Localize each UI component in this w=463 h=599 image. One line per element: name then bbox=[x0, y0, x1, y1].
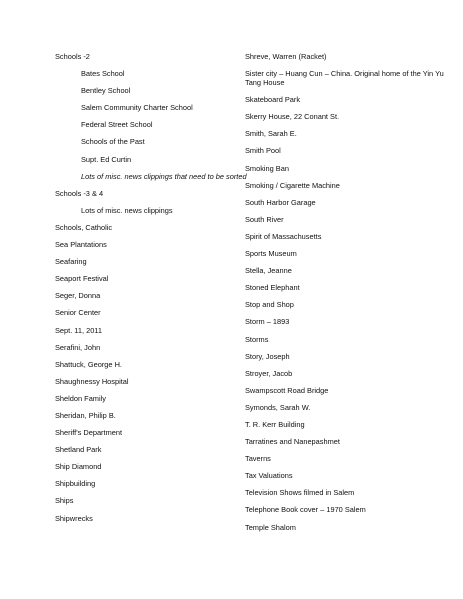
index-entry: Storm – 1893 bbox=[245, 317, 290, 327]
index-entry: Shaughnessy Hospital bbox=[55, 376, 129, 386]
index-entry: T. R. Kerr Building bbox=[245, 419, 305, 429]
index-entry: Sheriff's Department bbox=[55, 428, 122, 438]
index-entry: Sheridan, Philip B. bbox=[55, 410, 116, 420]
index-entry: Federal Street School bbox=[81, 120, 153, 130]
index-entry: Story, Joseph bbox=[245, 351, 290, 361]
index-entry: Supt. Ed Curtin bbox=[81, 154, 132, 164]
index-column-right bbox=[245, 52, 450, 540]
index-entry: Sea Plantations bbox=[55, 240, 107, 250]
index-entry: Telephone Book cover – 1970 Salem bbox=[245, 505, 366, 515]
index-entry: Stoned Elephant bbox=[245, 283, 300, 293]
index-entry: Ship Diamond bbox=[55, 462, 102, 472]
index-entry: Stop and Shop bbox=[245, 300, 294, 310]
index-entry: Skateboard Park bbox=[245, 95, 301, 105]
index-entry: Senior Center bbox=[55, 308, 101, 318]
index-entry: South Harbor Garage bbox=[245, 197, 316, 207]
index-entry: Temple Shalom bbox=[245, 522, 296, 532]
index-entry: Sheldon Family bbox=[55, 393, 106, 403]
index-entry: Smith Pool bbox=[245, 146, 281, 156]
index-entry: Seafaring bbox=[55, 257, 87, 267]
index-entry: Schools of the Past bbox=[81, 137, 145, 147]
index-entry: Smoking Ban bbox=[245, 163, 289, 173]
index-entry: Schools -3 & 4 bbox=[55, 188, 104, 198]
index-entry: Storms bbox=[245, 334, 269, 344]
index-column-left bbox=[55, 52, 255, 531]
index-entry: Stroyer, Jacob bbox=[245, 368, 293, 378]
index-entry: Salem Community Charter School bbox=[81, 103, 193, 113]
index-entry: Tax Valuations bbox=[245, 471, 293, 481]
index-entry: Sports Museum bbox=[245, 249, 297, 259]
index-entry: Shipwrecks bbox=[55, 513, 93, 523]
index-entry: Symonds, Sarah W. bbox=[245, 402, 311, 412]
index-entry: Schools, Catholic bbox=[55, 222, 113, 232]
index-entry: Taverns bbox=[245, 454, 271, 464]
index-entry: Sept. 11, 2011 bbox=[55, 325, 102, 335]
index-entry: Smith, Sarah E. bbox=[245, 129, 297, 139]
index-entry: Seaport Festival bbox=[55, 274, 109, 284]
index-entry: Sister city – Huang Cun – China. Original home of the Yin Yu Tang House bbox=[245, 69, 444, 88]
index-entry: Tarratines and Nanepashmet bbox=[245, 437, 340, 447]
index-entry: Lots of misc. news clippings that need to be sorted bbox=[81, 171, 247, 181]
index-entry: Spirit of Massachusetts bbox=[245, 231, 322, 241]
index-entry: Ships bbox=[55, 496, 74, 506]
index-entry: Bentley School bbox=[81, 86, 131, 96]
index-entry: Smoking / Cigarette Machine bbox=[245, 180, 340, 190]
index-entry: Skerry House, 22 Conant St. bbox=[245, 112, 340, 122]
index-entry: Shreve, Warren (Racket) bbox=[245, 52, 327, 61]
index-entry: Serafini, John bbox=[55, 342, 101, 352]
index-entry: Schools -2 bbox=[55, 52, 90, 61]
index-entry: South River bbox=[245, 214, 284, 224]
index-entry: Seger, Donna bbox=[55, 291, 101, 301]
index-entry: Television Shows filmed in Salem bbox=[245, 488, 355, 498]
index-entry: Stella, Jeanne bbox=[245, 266, 292, 276]
index-entry: Bates School bbox=[81, 69, 125, 79]
index-entry: Shattuck, George H. bbox=[55, 359, 122, 369]
index-entry: Swampscott Road Bridge bbox=[245, 385, 329, 395]
index-entry: Shetland Park bbox=[55, 445, 102, 455]
index-entry: Lots of misc. news clippings bbox=[81, 205, 173, 215]
index-entry: Shipbuilding bbox=[55, 479, 96, 489]
